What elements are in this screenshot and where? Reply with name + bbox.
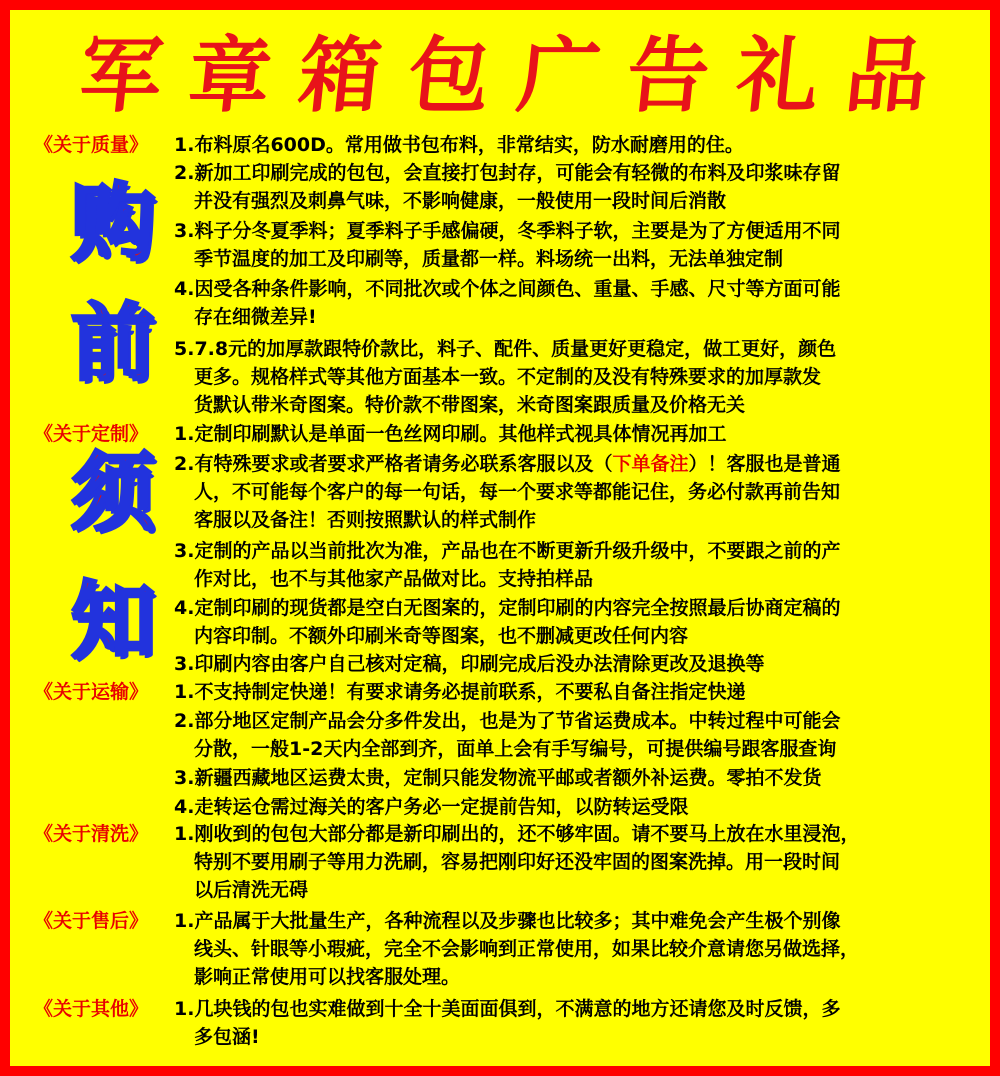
title-char: 包 <box>403 28 496 124</box>
text-line: 4.走转运仓需过海关的客户务必一定提前告知，以防转运受限 <box>174 796 689 818</box>
side-char-xu: 须 <box>70 444 155 542</box>
highlight-order-note: 下单备注 <box>612 453 689 475</box>
text-line <box>174 451 840 478</box>
text-line: 3.新疆西藏地区运费太贵，定制只能发物流平邮或者额外补运费。零拍不发货 <box>174 767 822 789</box>
text-line: 人，不可能每个客户的每一句话，每一个要求等都能记住，务必付款再前告知 <box>194 481 841 503</box>
text-line: 更多。规格样式等其他方面基本一致。不定制的及没有特殊要求的加厚款发 <box>194 366 822 388</box>
section-label-aftersale: 《关于售后》 <box>34 910 149 932</box>
text-line: 影响正常使用可以找客服处理。 <box>194 966 461 988</box>
text-line: 客服以及备注！否则按照默认的样式制作 <box>194 509 537 531</box>
text-line: 3.印刷内容由客户自己核对定稿，印刷完成后没办法清除更改及退换等 <box>174 653 765 675</box>
text-line: 1.布料原名600D。常用做书包布料，非常结实，防水耐磨用的住。 <box>174 134 744 156</box>
side-char-qian: 前 <box>70 294 155 392</box>
notice-board <box>10 10 990 1066</box>
page-title <box>10 28 990 124</box>
text-part: ）！客服也是普通 <box>688 453 841 475</box>
side-char-gou: 购 <box>70 174 155 272</box>
section-label-cleaning: 《关于清洗》 <box>34 823 149 845</box>
text-line: 并没有强烈及刺鼻气味，不影响健康，一般使用一段时间后消散 <box>194 190 727 212</box>
text-line: 2.新加工印刷完成的包包，会直接打包封存，可能会有轻微的布料及印浆味存留 <box>174 162 841 184</box>
section-label-custom: 《关于定制》 <box>34 423 149 445</box>
title-char: 告 <box>622 28 715 124</box>
text-line: 4.定制印刷的现货都是空白无图案的，定制印刷的内容完全按照最后协商定稿的 <box>174 597 841 619</box>
text-line: 多包涵! <box>194 1026 260 1048</box>
title-char: 章 <box>184 28 277 124</box>
text-line: 1.定制印刷默认是单面一色丝网印刷。其他样式视具体情况再加工 <box>174 423 727 445</box>
title-char: 箱 <box>293 28 386 124</box>
text-line: 1.刚收到的包包大部分都是新印刷出的，还不够牢固。请不要马上放在水里浸泡， <box>174 823 860 845</box>
title-char: 广 <box>512 28 605 124</box>
text-line: 3.料子分冬夏季料；夏季料子手感偏硬，冬季料子软，主要是为了方便适用不同 <box>174 220 841 242</box>
text-line: 内容印制。不额外印刷米奇等图案，也不删减更改任何内容 <box>194 625 689 647</box>
side-char-zhi: 知 <box>70 572 155 670</box>
text-line: 线头、针眼等小瑕疵，完全不会影响到正常使用，如果比较介意请您另做选择， <box>194 938 860 960</box>
text-line: 2.部分地区定制产品会分多件发出，也是为了节省运费成本。中转过程中可能会 <box>174 710 841 732</box>
text-line: 1.几块钱的包也实难做到十全十美面面俱到，不满意的地方还请您及时反馈，多 <box>174 998 841 1020</box>
section-label-other: 《关于其他》 <box>34 998 149 1020</box>
text-line: 作对比，也不与其他家产品做对比。支持拍样品 <box>194 568 594 590</box>
text-part: 2.有特殊要求或者要求严格者请务必联系客服以及（ <box>174 453 613 475</box>
text-line: 1.不支持制定快递！有要求请务必提前联系，不要私自备注指定快递 <box>174 681 746 703</box>
text-line: 3.定制的产品以当前批次为准，产品也在不断更新升级升级中，不要跟之前的产 <box>174 540 841 562</box>
text-line: 1.产品属于大批量生产，各种流程以及步骤也比较多；其中难免会产生极个别像 <box>174 910 841 932</box>
text-line: 特别不要用刷子等用力洗刷，容易把刚印好还没牢固的图案洗掉。用一段时间 <box>194 851 841 873</box>
text-line: 货默认带米奇图案。特价款不带图案，米奇图案跟质量及价格无关 <box>194 394 746 416</box>
text-line: 5.7.8元的加厚款跟特价款比，料子、配件、质量更好更稳定，做工更好，颜色 <box>174 338 837 360</box>
text-line: 以后清洗无碍 <box>194 879 309 901</box>
title-char: 礼 <box>731 28 824 124</box>
section-label-quality: 《关于质量》 <box>34 134 149 156</box>
title-char: 品 <box>840 28 934 124</box>
title-char: 军 <box>74 28 168 124</box>
text-line: 4.因受各种条件影响，不同批次或个体之间颜色、重量、手感、尺寸等方面可能 <box>174 278 841 300</box>
text-line: 分散，一般1-2天内全部到齐，面单上会有手写编号，可提供编号跟客服查询 <box>194 738 837 760</box>
text-line: 存在细微差异! <box>194 306 317 328</box>
section-label-shipping: 《关于运输》 <box>34 681 149 703</box>
text-line: 季节温度的加工及印刷等，质量都一样。料场统一出料，无法单独定制 <box>194 248 784 270</box>
